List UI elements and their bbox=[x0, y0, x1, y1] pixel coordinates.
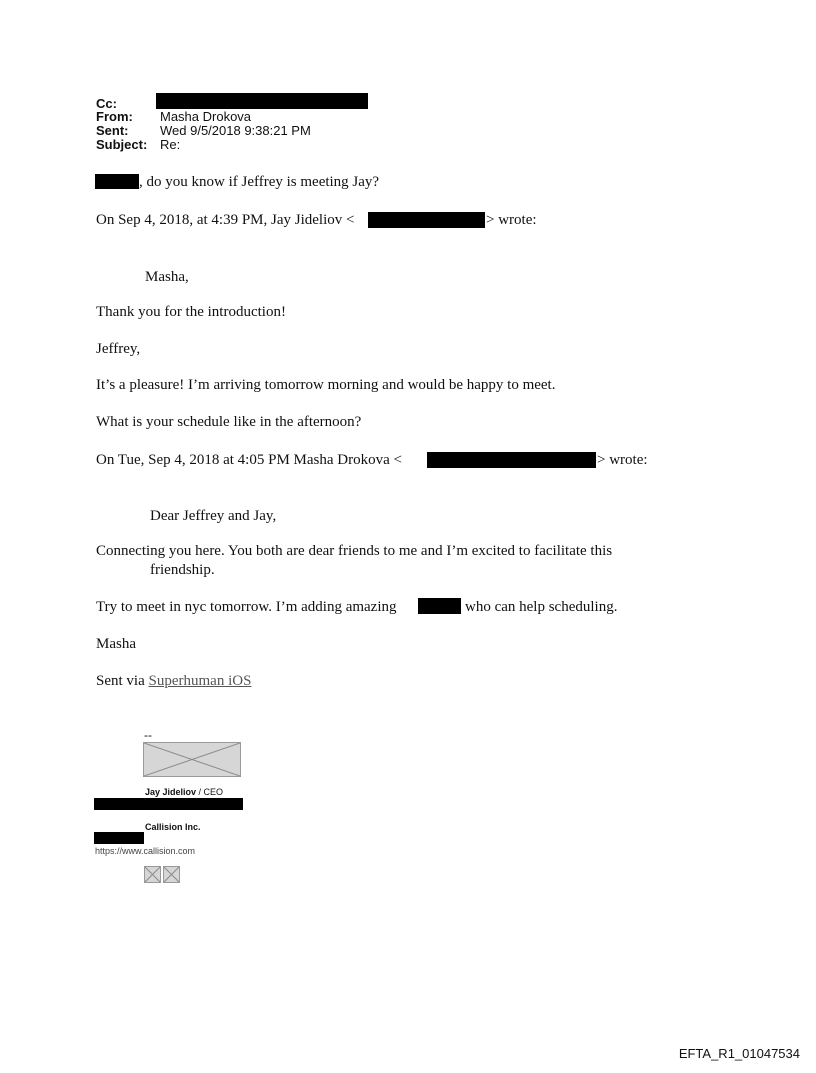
superhuman-link[interactable]: Superhuman iOS bbox=[148, 673, 252, 689]
sent-via-prefix: Sent via bbox=[96, 673, 149, 689]
body-line-question: , do you know if Jeffrey is meeting Jay? bbox=[139, 174, 380, 190]
pleasure-line: It’s a pleasure! I’m arriving tomorrow morning and would be happy to meet. bbox=[96, 377, 556, 393]
from-label: From: bbox=[96, 109, 133, 124]
cc-redaction bbox=[156, 93, 368, 109]
signature-name: Jay Jideliov bbox=[145, 787, 197, 797]
quote2-prefix: On Tue, Sep 4, 2018 at 4:05 PM Masha Drokova < bbox=[96, 452, 402, 468]
signature-title: / CEO bbox=[196, 787, 224, 797]
signature-company: Callision Inc. bbox=[145, 822, 201, 832]
email-redaction-2 bbox=[427, 452, 596, 468]
sent-via-line bbox=[96, 672, 251, 690]
try-prefix: Try to meet in nyc tomorrow. I’m adding amazing bbox=[96, 599, 397, 615]
signature-redaction-2 bbox=[94, 832, 144, 844]
try-suffix: who can help scheduling. bbox=[465, 599, 618, 615]
subject-label: Subject: bbox=[96, 137, 148, 152]
masha-greeting: Masha, bbox=[145, 269, 189, 285]
quote1-prefix: On Sep 4, 2018, at 4:39 PM, Jay Jideliov < bbox=[96, 212, 355, 228]
email-header bbox=[96, 97, 396, 157]
schedule-line: What is your schedule like in the afternoon? bbox=[96, 414, 362, 430]
subject-value: Re: bbox=[160, 137, 181, 152]
from-value: Masha Drokova bbox=[160, 109, 252, 124]
cc-label: Cc: bbox=[96, 96, 117, 111]
broken-image-icon bbox=[145, 867, 160, 882]
document-id: EFTA_R1_01047534 bbox=[678, 1046, 800, 1061]
quote2-suffix: > wrote: bbox=[597, 452, 648, 468]
email-redaction-1 bbox=[368, 212, 485, 228]
connecting-line-1: Connecting you here. You both are dear friends to me and I’m excited to facilitate this bbox=[96, 543, 613, 559]
social-icon-placeholder-1[interactable] bbox=[144, 866, 161, 883]
dear-line: Dear Jeffrey and Jay, bbox=[150, 508, 277, 524]
signoff-line: Masha bbox=[96, 636, 136, 652]
sent-label: Sent: bbox=[96, 123, 129, 138]
signature-name-line bbox=[145, 787, 223, 797]
broken-image-icon bbox=[164, 867, 179, 882]
signature-url[interactable]: https://www.callision.com bbox=[95, 846, 196, 856]
name-redaction bbox=[95, 174, 139, 189]
signature-redaction-1 bbox=[94, 798, 243, 810]
assistant-redaction bbox=[418, 598, 461, 614]
broken-image-icon bbox=[144, 743, 240, 776]
social-icon-placeholder-2[interactable] bbox=[163, 866, 180, 883]
logo-placeholder bbox=[143, 742, 241, 777]
connecting-line-2: friendship. bbox=[150, 562, 215, 578]
sent-value: Wed 9/5/2018 9:38:21 PM bbox=[160, 123, 311, 138]
signature-dashes: -- bbox=[144, 728, 152, 742]
jeffrey-line: Jeffrey, bbox=[96, 341, 141, 357]
thanks-line: Thank you for the introduction! bbox=[96, 304, 286, 320]
quote1-suffix: > wrote: bbox=[486, 212, 537, 228]
